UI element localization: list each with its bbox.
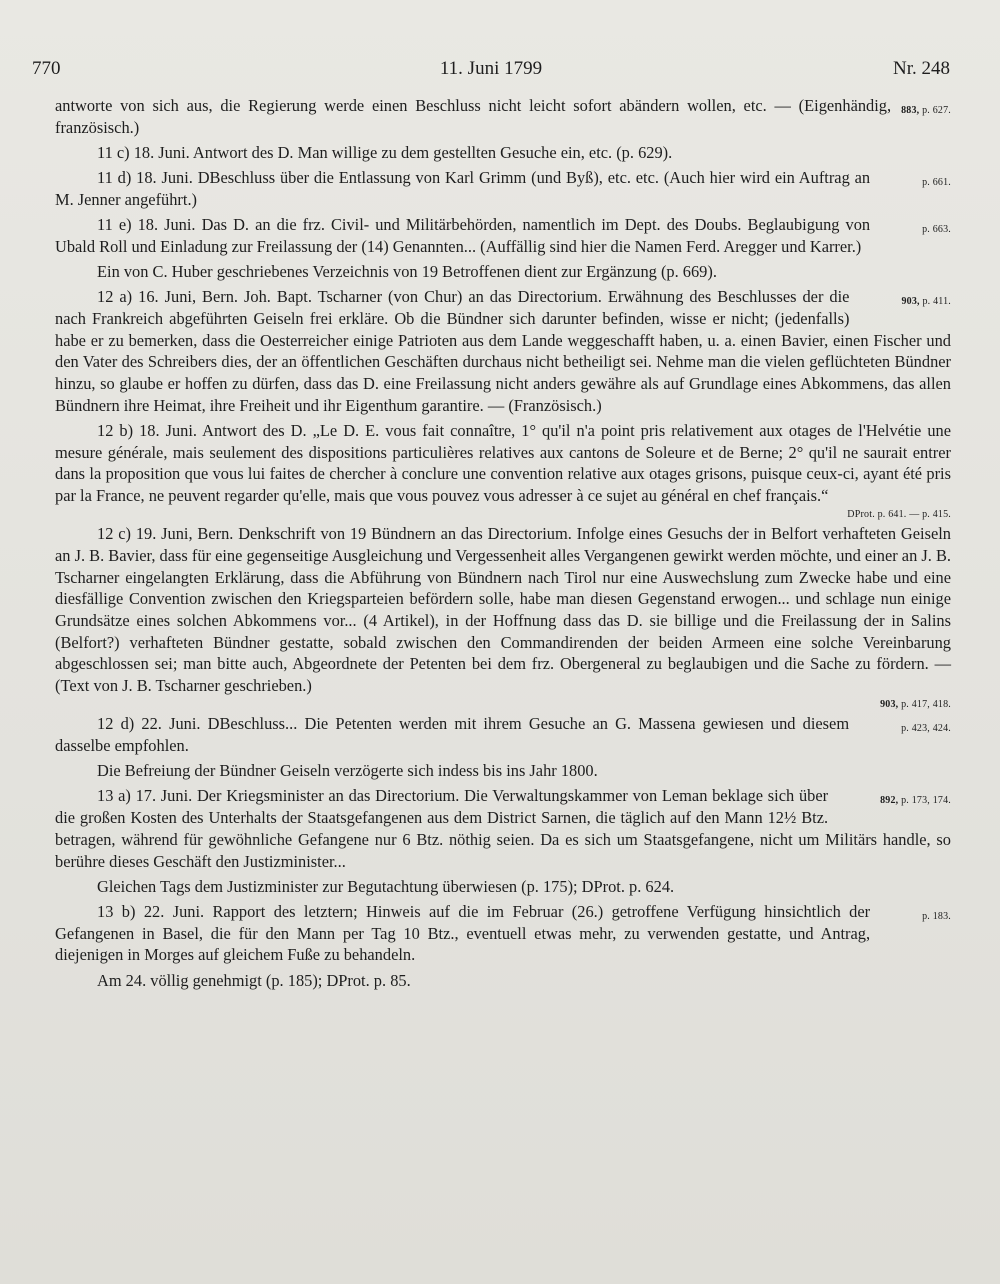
paragraph: 11 c) 18. Juni. Antwort des D. Man willige zu dem gestellten Gesuche ein, etc. (p. 629). <box>97 142 673 162</box>
archive-reference: 883, p. 627. <box>901 105 951 116</box>
header-date: 11. Juni 1799 <box>439 58 543 79</box>
archive-reference: p. 423, 424. <box>901 723 951 735</box>
paragraph: 903, p. 411. 12 a) 16. Juni, Bern. Joh. Bapt. Tscharner (von Chur) an das Directorium. Erwähnung des Beschlusses der die nach Frankreich abgeführten Geiseln frei erkläre. Ob die Bündner sich darunter befinden, wisse er nicht; (jedenfalls) habe er zu bemerken, dass die Oesterreicher einige Patrioten aus dem Lande weggeschafft haben, u. a. einen Bavier, einen Fischer und den Vater des Schreibers dies, der an öffentlichen Geschäften durchaus nicht betheiligt sei. Nehme man die vielen geflüchteten Bündner hinzu, so glaube er hoffen zu dürfen, dass das D. eine Freilassung nicht anders gewähre als auf Grundlage eines Abkommens, das allen Bündnern ihre Heimat, ihre Freiheit und ihr Eigenthum garantire. — (Französisch.) <box>55 287 951 415</box>
paragraph: 892, p. 173, 174. 13 a) 17. Juni. Der Kriegsminister an das Directorium. Die Verwaltungskammer von Leman beklage sich über die großen Kosten des Unterhalts der Staatsgefangenen aus dem District Sarnen, die täglich auf den Mann 12½ Btz. betragen, während für gewöhnliche Gefangene nur 6 Btz. nöthig seien. Da es sich um Staatsgefangene, nicht um Militärs handle, so berühre dieses Geschäft den Justizminister... <box>55 786 951 871</box>
paragraph: 883, p. 627. antworte von sich aus, die Regierung werde einen Beschluss nicht leicht sofort abändern wollen, etc. — (Eigenhändig, französisch.) <box>55 96 951 137</box>
paragraph: 12 c) 19. Juni, Bern. Denkschrift von 19 Bündnern an das Directorium. Infolge eines Gesuchs der in Belfort verhafteten Geiseln an J. B. Bavier, dass für eine gegenseitige Ausgleichung und Vergessenheit alles Vergangenen gewirkt werden möchte, und einer an J. B. Tscharner eingelangten Erklärung, dass die Abführung von Bündnern nach Tirol nur eine Auswechslung zum Zwecke habe und eine diesfällige Convention zwischen den Kriegsparteien befördern solle, habe man diesen Gegenstand erwogen... und schlage nun einige Grundsätze eines solchen Abkommens vor... (4 Artikel), in der Hoffnung dass das D. sie billige und die Freilassung der in Salins (Belfort?) verhafteten Bündner gestatte, sobald zwischen den Commandirenden der beiden Armeen eine solche Vereinbarung abgeschlossen sei; man bitte auch, Abgeordnete der Petenten bei dem frz. Obergeneral zu beglaubigen und die Sache zu fördern. — (Text von J. B. Tscharner geschrieben.) <box>55 524 951 696</box>
archive-reference: 892, p. 173, 174. <box>880 795 951 807</box>
paragraph: p. 183. 13 b) 22. Juni. Rapport des letztern; Hinweis auf die im Februar (26.) getroffene Verfügung hinsichtlich der Gefangenen in Basel, die für den Mann per Tag 10 Btz., eventuell etwas mehr, zu verwenden gestatte, und Antrag, diejenigen in Morges auf gleichem Fuße zu behandeln. <box>55 901 951 965</box>
page-number: 770 <box>32 58 61 79</box>
archive-reference: p. 663. <box>922 224 951 236</box>
running-head <box>32 58 950 84</box>
paragraph: p. 423, 424. 12 d) 22. Juni. DBeschluss... Die Petenten werden mit ihrem Gesuche an G. Massena gewiesen und diesem dasselbe empfohlen. <box>55 714 951 755</box>
paragraph: p. 661. 11 d) 18. Juni. DBeschluss über die Entlassung von Karl Grimm (und Byß), etc. etc. (Auch hier wird ein Auftrag an M. Jenner angeführt.) <box>55 168 951 209</box>
archive-reference: DProt. p. 641. — p. 415. <box>847 509 951 521</box>
archive-reference: p. 661. <box>922 177 951 189</box>
paragraph: p. 663. 11 e) 18. Juni. Das D. an die frz. Civil- und Militärbehörden, namentlich im Dept. des Doubs. Beglaubigung von Ubald Roll und Einladung zur Freilassung der (14) Genannten... (Auffällig sind hier die Namen Ferd. Aregger und Karrer.) <box>55 215 951 256</box>
paragraph: Gleichen Tags dem Justizminister zur Begutachtung überwiesen (p. 175); DProt. p. 624. <box>97 876 675 896</box>
paragraph: 12 b) 18. Juni. Antwort des D. „Le D. E. vous fait connaître, 1° qu'il n'a point pris relativement aux otages de l'Helvétie une mesure générale, mais seulement des dispositions particulières relatives aux cantons de Soleure et de Berne; 2° qu'il ne saurait entrer dans la proposition que vous lui faites de chercher à conclure une convention relative aux otages grisons, puisque ceux-ci, ayant été pris par la France, ne peuvent regarder qu'elle, mais que vous pouvez vous adresser à ce sujet au général en chef français.“ <box>55 420 951 505</box>
body-text <box>55 95 951 995</box>
paragraph: Am 24. völlig genehmigt (p. 185); DProt. p. 85. <box>97 970 411 990</box>
document-number: Nr. 248 <box>893 58 950 79</box>
archive-reference: 903, p. 411. <box>901 296 951 308</box>
paragraph: Ein von C. Huber geschriebenes Verzeichnis von 19 Betroffenen dient zur Ergänzung (p. 669). <box>97 261 717 281</box>
paragraph: Die Befreiung der Bündner Geiseln verzögerte sich indess bis ins Jahr 1800. <box>97 761 598 781</box>
archive-reference: 903, p. 417, 418. <box>880 699 951 711</box>
archive-reference: p. 183. <box>922 910 951 922</box>
